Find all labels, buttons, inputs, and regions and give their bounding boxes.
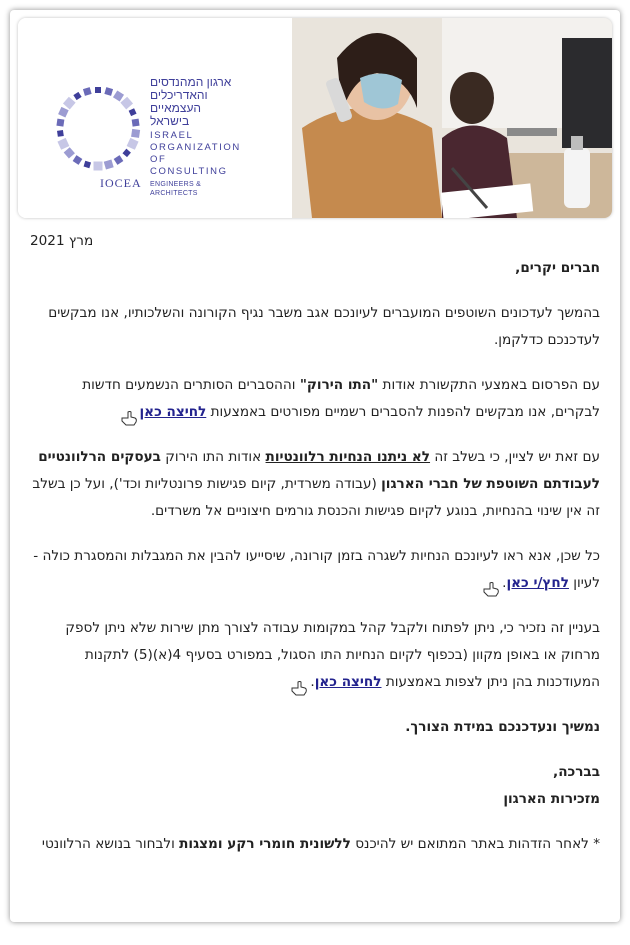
- pointing-hand-icon: [120, 410, 138, 426]
- signature: מזכירות הארגון: [503, 791, 600, 807]
- paragraph-5: בעניין זה נזכיר כי, ניתן לפתוח ולקבל קהל במקומות עבודה לצורך מתן שירות שלא ניתן לספק מרחוק או באופן מקוון (בכפוף לקיום הנחיות התו הסגול, במפורט בסעיף 4(א)(5) לתקנות המעודכנות בהן ניתן לצפות באמצעות לחיצה כאן.: [30, 615, 600, 696]
- pointing-hand-icon: [290, 680, 308, 696]
- header-banner: [18, 18, 612, 218]
- updated-regulations-link[interactable]: לחיצה כאן: [314, 674, 382, 690]
- paragraph-4: כל שכן, אנא ראו לעיונכם הנחיות לשגרה בזמן קורונה, שיסייעו להבין את המגבלות והמסגרת כולה - לעיון לחץ/י כאן.: [30, 543, 600, 597]
- org-subtitle: ENGINEERS & ARCHITECTS: [150, 181, 202, 197]
- org-name-block: [150, 76, 246, 198]
- greeting: חברים יקרים,: [515, 260, 600, 276]
- letter-body: [30, 228, 600, 858]
- green-pass-term: "התו הירוק": [299, 377, 379, 393]
- paragraph-2: עם הפרסום באמצעי התקשורת אודות "התו הירוק" וההסברים הסותרים הנשמעים חדשות לבקרים, אנו מבקשים להפנות להסברים רשמיים מפורטים באמצעות לחיצה כאן: [30, 372, 600, 426]
- paragraph-3: עם זאת יש לציין, כי בשלב זה לא ניתנו הנחיות רלוונטיות אודות התו הירוק בעסקים הרלוונטיים לעבודתם השוטפת של חברי הארגון (עבודה משרדית, קיום פגישות פרונטליות וכד'), ועל כן בשלב זה אין שינוי בהנחיות, בנוגע לקיום פגישות והכנסת גורמים חיצוניים אל משרדים.: [32, 449, 600, 519]
- iocea-logo-icon: [48, 78, 148, 178]
- official-explanations-link[interactable]: לחיצה כאן: [139, 404, 207, 420]
- routine-guidelines-link[interactable]: לחץ/י כאן: [506, 575, 569, 591]
- org-name-english: ISRAEL ORGANIZATION OF CONSULTING: [150, 130, 241, 177]
- email-card: [10, 10, 620, 922]
- org-name-hebrew: ארגון המהנדסים והאדריכלים העצמאיים בישראל: [150, 75, 232, 128]
- footnote: * לאחר הזדהות באתר המתואם יש להיכנס ללשונית חומרי רקע ומצגות ולבחור בנושא הרלוונטי: [41, 836, 600, 852]
- letter-date: מרץ 2021: [30, 233, 94, 249]
- pointing-hand-icon: [482, 581, 500, 597]
- org-acronym: IOCEA: [100, 176, 142, 190]
- office-photo: [292, 18, 612, 218]
- paragraph-1: בהמשך לעדכונים השוטפים המועברים לעיונכם אגב משבר נגיף הקורונה והשלכותיו, אנו מבקשים לעדכנכם כדלקמן.: [48, 305, 600, 348]
- paragraph-6: נמשיך ונעדכנכם במידת הצורך.: [405, 719, 600, 735]
- closing-line: בברכה,: [553, 764, 600, 780]
